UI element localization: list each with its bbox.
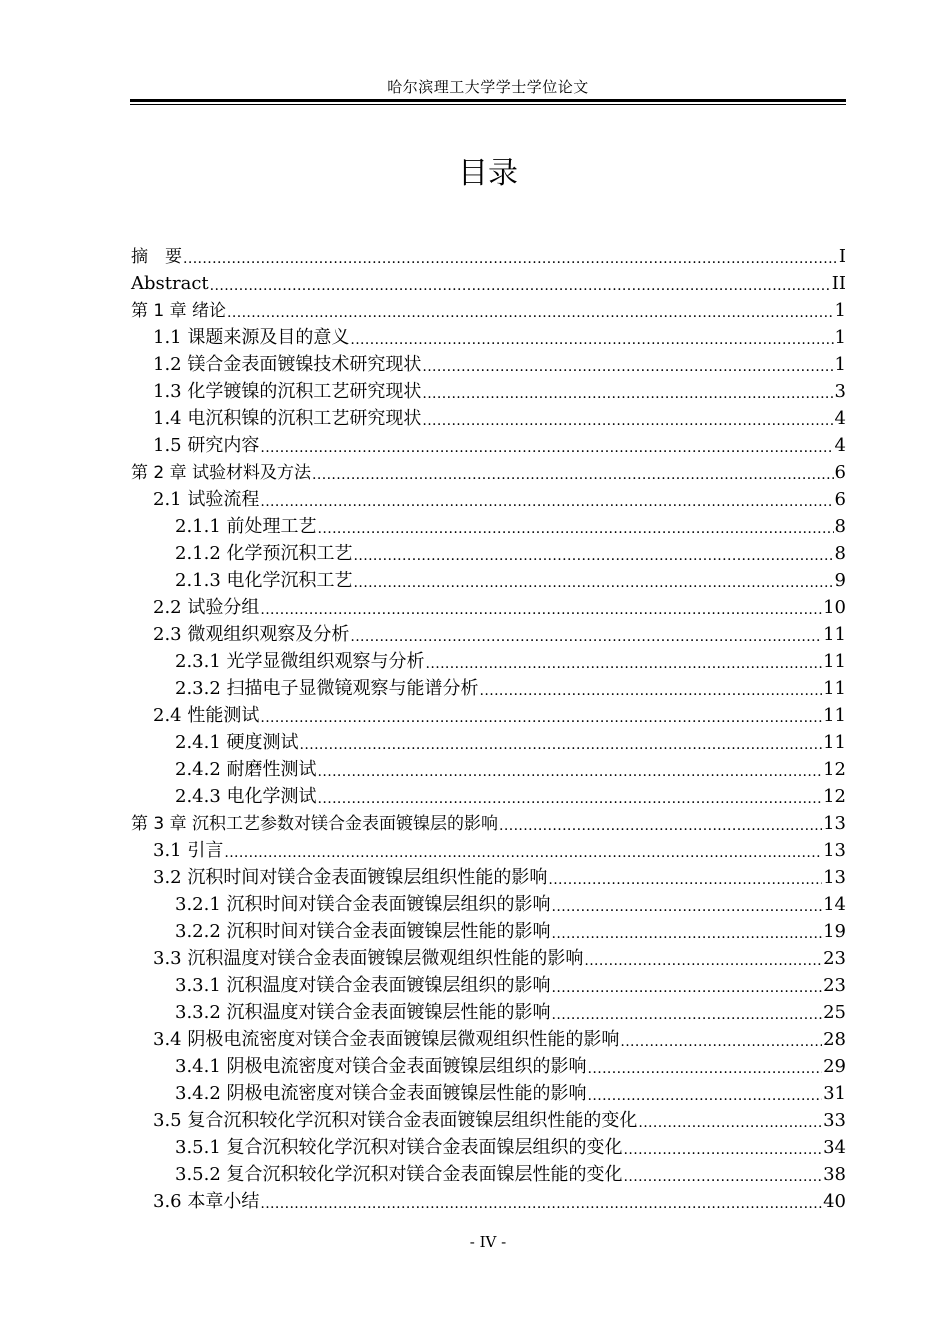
toc-leader-dots xyxy=(210,277,831,295)
toc-entry-label: 摘 要 xyxy=(131,247,182,267)
toc-entry[interactable] xyxy=(131,862,846,889)
toc-entry-label: 1.4 电沉积镍的沉积工艺研究现状 xyxy=(153,408,422,429)
toc-entry[interactable] xyxy=(131,484,846,511)
toc-entry-label: 3.2 沉积时间对镁合金表面镀镍层组织性能的影响 xyxy=(153,867,548,888)
toc-entry-label: 1.2 镁合金表面镀镍技术研究现状 xyxy=(153,354,422,375)
toc-entry[interactable] xyxy=(131,916,846,943)
toc-leader-dots xyxy=(422,358,833,376)
toc-entry-page-number: 1 xyxy=(834,327,846,348)
toc-entry[interactable] xyxy=(131,457,846,484)
toc-leader-dots xyxy=(588,1060,823,1078)
toc-entry-label: 第 1 章 绪论 xyxy=(131,301,227,321)
toc-entry-page-number: 23 xyxy=(823,948,846,969)
toc-entry-page-number: 34 xyxy=(823,1137,846,1158)
toc-entry-page-number: 11 xyxy=(823,678,846,699)
toc-entry-page-number: 1 xyxy=(834,300,846,321)
toc-leader-dots xyxy=(624,1168,823,1186)
toc-entry-label: 1.5 研究内容 xyxy=(153,435,260,456)
toc-leader-dots xyxy=(354,574,834,592)
toc-entry-label: 2.1.1 前处理工艺 xyxy=(175,516,317,537)
toc-entry-page-number: 6 xyxy=(834,489,846,510)
toc-entry-label: 2.3 微观组织观察及分析 xyxy=(153,624,350,645)
toc-entry-label: 2.4.2 耐磨性测试 xyxy=(175,759,317,780)
toc-entry[interactable] xyxy=(131,1186,846,1213)
toc-entry-page-number: 10 xyxy=(823,597,846,618)
toc-entry-label: 3.6 本章小结 xyxy=(153,1191,260,1212)
toc-entry-page-number: 40 xyxy=(823,1191,846,1212)
toc-entry-page-number: 33 xyxy=(823,1110,846,1131)
toc-leader-dots xyxy=(499,817,822,835)
toc-leader-dots xyxy=(350,628,822,646)
toc-entry[interactable] xyxy=(131,970,846,997)
toc-entry[interactable] xyxy=(131,295,846,322)
table-of-contents xyxy=(131,241,846,1213)
header-rule-thick xyxy=(130,99,846,102)
toc-entry-label: 3.5 复合沉积较化学沉积对镁合金表面镀镍层组织性能的变化 xyxy=(153,1110,638,1131)
toc-entry-page-number: 6 xyxy=(834,462,846,483)
toc-entry-page-number: 29 xyxy=(823,1056,846,1077)
toc-entry[interactable] xyxy=(131,1159,846,1186)
toc-entry-page-number: 13 xyxy=(823,840,846,861)
toc-entry[interactable] xyxy=(131,781,846,808)
toc-entry-page-number: 38 xyxy=(823,1164,846,1185)
toc-entry[interactable] xyxy=(131,565,846,592)
toc-entry-label: 2.3.2 扫描电子显微镜观察与能谱分析 xyxy=(175,678,479,699)
toc-entry-page-number: 31 xyxy=(823,1083,846,1104)
toc-entry[interactable] xyxy=(131,349,846,376)
toc-entry-label: 2.1.3 电化学沉积工艺 xyxy=(175,570,353,591)
toc-leader-dots xyxy=(638,1114,822,1132)
toc-entry-label: 1.1 课题来源及目的意义 xyxy=(153,327,350,348)
toc-entry[interactable] xyxy=(131,592,846,619)
toc-entry-page-number: 8 xyxy=(834,543,846,564)
toc-entry-label: 第 2 章 试验材料及方法 xyxy=(131,463,312,483)
toc-entry-label: 2.1 试验流程 xyxy=(153,489,260,510)
toc-leader-dots xyxy=(260,601,822,619)
toc-leader-dots xyxy=(260,439,833,457)
toc-leader-dots xyxy=(318,763,823,781)
toc-entry-label: 3.4.2 阴极电流密度对镁合金表面镀镍层性能的影响 xyxy=(175,1083,587,1104)
toc-leader-dots xyxy=(260,1195,822,1213)
toc-leader-dots xyxy=(183,250,838,268)
toc-entry-page-number: 13 xyxy=(823,867,846,888)
toc-entry[interactable] xyxy=(131,835,846,862)
toc-entry[interactable] xyxy=(131,997,846,1024)
toc-leader-dots xyxy=(584,952,822,970)
toc-entry[interactable] xyxy=(131,1105,846,1132)
toc-entry[interactable] xyxy=(131,376,846,403)
toc-entry[interactable] xyxy=(131,241,846,268)
toc-entry-label: Abstract xyxy=(131,273,209,294)
toc-entry-page-number: 28 xyxy=(823,1029,846,1050)
running-header: 哈尔滨理工大学学士学位论文 xyxy=(387,78,589,96)
toc-entry[interactable] xyxy=(131,430,846,457)
toc-entry-label: 第 3 章 沉积工艺参数对镁合金表面镀镍层的影响 xyxy=(131,814,499,834)
toc-entry[interactable] xyxy=(131,673,846,700)
toc-entry-page-number: 19 xyxy=(823,921,846,942)
toc-entry[interactable] xyxy=(131,511,846,538)
toc-entry-page-number: 23 xyxy=(823,975,846,996)
toc-entry-page-number: 11 xyxy=(823,651,846,672)
toc-entry[interactable] xyxy=(131,646,846,673)
toc-entry-page-number: 12 xyxy=(823,759,846,780)
toc-leader-dots xyxy=(312,466,834,484)
toc-entry[interactable] xyxy=(131,538,846,565)
toc-entry[interactable] xyxy=(131,322,846,349)
toc-leader-dots xyxy=(426,655,823,673)
toc-entry[interactable] xyxy=(131,727,846,754)
toc-leader-dots xyxy=(552,1006,823,1024)
toc-leader-dots xyxy=(300,736,823,754)
toc-entry-label: 3.4 阴极电流密度对镁合金表面镀镍层微观组织性能的影响 xyxy=(153,1029,620,1050)
toc-entry[interactable] xyxy=(131,1132,846,1159)
toc-entry-page-number: 25 xyxy=(823,1002,846,1023)
toc-entry-page-number: 9 xyxy=(834,570,846,591)
toc-entry-page-number: 4 xyxy=(834,435,846,456)
toc-entry[interactable] xyxy=(131,700,846,727)
toc-entry-label: 2.3.1 光学显微组织观察与分析 xyxy=(175,651,425,672)
toc-entry-label: 3.3.1 沉积温度对镁合金表面镀镍层组织的影响 xyxy=(175,975,551,996)
toc-entry-label: 2.4.3 电化学测试 xyxy=(175,786,317,807)
toc-leader-dots xyxy=(422,412,833,430)
toc-leader-dots xyxy=(318,520,834,538)
toc-entry-label: 1.3 化学镀镍的沉积工艺研究现状 xyxy=(153,381,422,402)
toc-entry-page-number: 1 xyxy=(834,354,846,375)
toc-entry-page-number: 11 xyxy=(823,624,846,645)
toc-entry-label: 3.4.1 阴极电流密度对镁合金表面镀镍层组织的影响 xyxy=(175,1056,587,1077)
toc-entry-label: 2.4 性能测试 xyxy=(153,705,260,726)
toc-entry-page-number: 8 xyxy=(834,516,846,537)
toc-entry-label: 3.3.2 沉积温度对镁合金表面镀镍层性能的影响 xyxy=(175,1002,551,1023)
toc-leader-dots xyxy=(227,304,834,322)
toc-leader-dots xyxy=(422,385,833,403)
toc-entry[interactable] xyxy=(131,1078,846,1105)
toc-leader-dots xyxy=(552,898,823,916)
toc-entry-label: 3.5.2 复合沉积较化学沉积对镁合金表面镍层性能的变化 xyxy=(175,1164,623,1185)
toc-entry[interactable] xyxy=(131,1024,846,1051)
toc-leader-dots xyxy=(588,1087,823,1105)
toc-entry-page-number: 4 xyxy=(834,408,846,429)
toc-leader-dots xyxy=(624,1141,823,1159)
toc-leader-dots xyxy=(548,871,822,889)
toc-entry-page-number: I xyxy=(838,246,846,267)
toc-entry[interactable] xyxy=(131,754,846,781)
toc-entry-label: 2.2 试验分组 xyxy=(153,597,260,618)
toc-entry[interactable] xyxy=(131,403,846,430)
toc-entry-label: 3.2.1 沉积时间对镁合金表面镀镍层组织的影响 xyxy=(175,894,551,915)
toc-entry-label: 3.1 引言 xyxy=(153,840,224,861)
toc-entry-page-number: II xyxy=(831,273,846,294)
toc-entry[interactable] xyxy=(131,1051,846,1078)
toc-entry-label: 3.2.2 沉积时间对镁合金表面镀镍层性能的影响 xyxy=(175,921,551,942)
toc-title: 目录 xyxy=(458,156,518,191)
toc-entry[interactable] xyxy=(131,268,846,295)
toc-entry[interactable] xyxy=(131,808,846,835)
header-rule-thin xyxy=(130,104,846,105)
toc-entry[interactable] xyxy=(131,619,846,646)
toc-entry-label: 3.5.1 复合沉积较化学沉积对镁合金表面镍层组织的变化 xyxy=(175,1137,623,1158)
toc-entry-page-number: 11 xyxy=(823,705,846,726)
toc-leader-dots xyxy=(350,331,833,349)
toc-leader-dots xyxy=(620,1033,822,1051)
toc-entry-page-number: 13 xyxy=(823,813,846,834)
toc-leader-dots xyxy=(552,925,823,943)
toc-leader-dots xyxy=(224,844,822,862)
toc-entry-page-number: 12 xyxy=(823,786,846,807)
toc-entry-label: 2.1.2 化学预沉积工艺 xyxy=(175,543,353,564)
toc-leader-dots xyxy=(260,709,822,727)
toc-entry-page-number: 14 xyxy=(823,894,846,915)
toc-leader-dots xyxy=(480,682,823,700)
toc-entry-label: 3.3 沉积温度对镁合金表面镀镍层微观组织性能的影响 xyxy=(153,948,584,969)
page-number-footer: - IV - xyxy=(469,1233,507,1251)
toc-entry[interactable] xyxy=(131,889,846,916)
toc-leader-dots xyxy=(552,979,823,997)
toc-leader-dots xyxy=(354,547,834,565)
toc-entry-page-number: 3 xyxy=(834,381,846,402)
toc-entry-label: 2.4.1 硬度测试 xyxy=(175,732,299,753)
toc-leader-dots xyxy=(318,790,823,808)
toc-entry-page-number: 11 xyxy=(823,732,846,753)
toc-leader-dots xyxy=(260,493,833,511)
toc-entry[interactable] xyxy=(131,943,846,970)
